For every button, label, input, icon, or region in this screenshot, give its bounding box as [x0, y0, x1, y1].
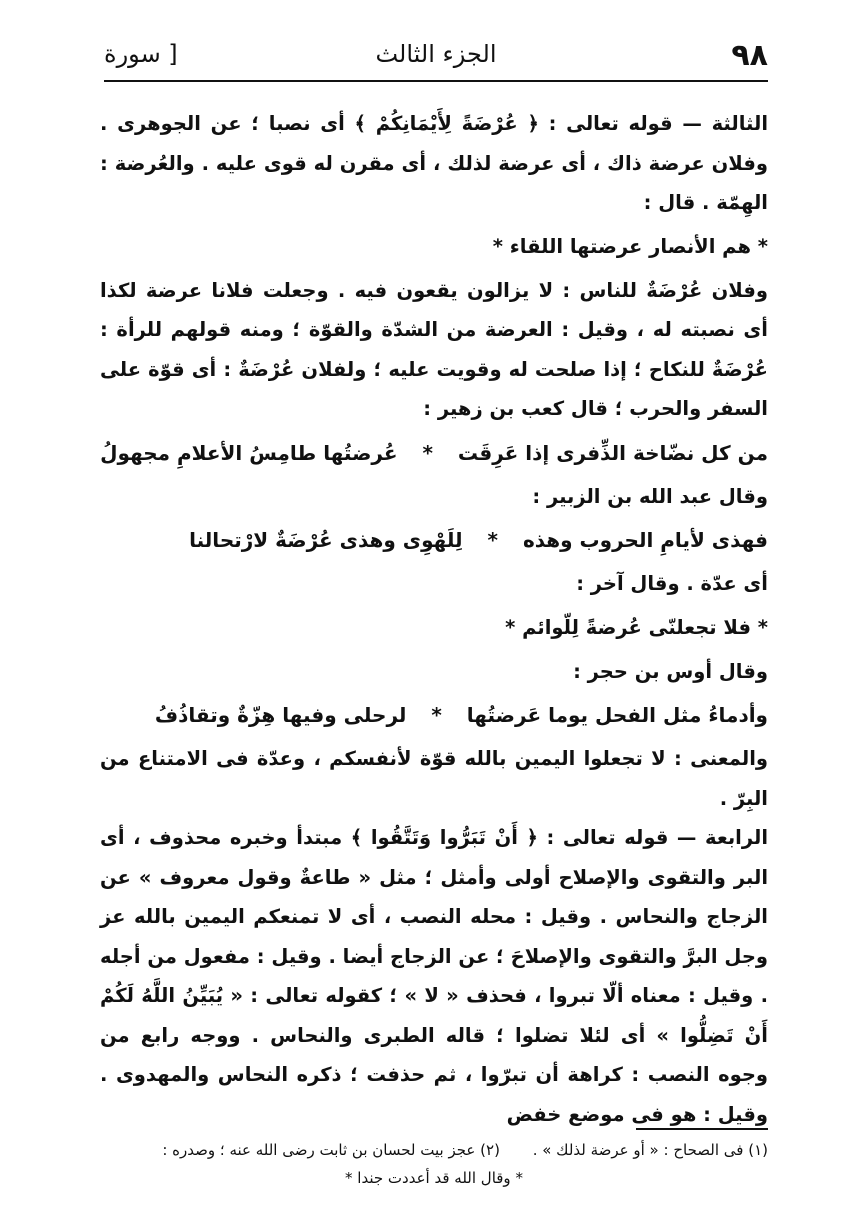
verse-ibn-zubair — [100, 516, 768, 564]
verse-first-hemistich: وأدماءُ مثل الفحل يوما عَرضتُها — [466, 703, 768, 727]
paragraph-another-poet: أى عدّة . وقال آخر : — [576, 572, 768, 595]
verse-second-hemistich: لرحلى وفيها هِزّةٌ وتقاذُفُ — [154, 703, 407, 727]
verse-kaab — [100, 429, 768, 477]
verse-hassan — [100, 223, 768, 271]
verse-text: هم الأنصار عرضتها اللقاء — [509, 234, 751, 258]
paragraph-ibn-zubair-intro: وقال عبد الله بن الزبير : — [532, 484, 768, 508]
page-number: ٩٨ — [731, 38, 768, 73]
footnote-1: (١) فى الصحاح : « أو عرضة لذلك » . — [532, 1141, 768, 1159]
verse-first-hemistich: فهذى لأيامِ الحروب وهذه — [522, 528, 768, 552]
verse-another — [100, 604, 768, 652]
footnote-divider — [636, 1128, 768, 1130]
verse-second-hemistich: عُرضتُها طامِسُ الأعلامِ مجهولُ — [100, 440, 398, 465]
surah-label: [ سورة — [104, 40, 178, 68]
verse-star: * — [757, 615, 768, 639]
verse-star: * — [431, 703, 442, 727]
paragraph-meaning: والمعنى : لا تجعلوا اليمين بالله قوّة لأنفسكم ، وعدّة فى الامتناع من البِرّ . — [100, 747, 768, 810]
verse-star: * — [487, 528, 498, 552]
verse-star: * — [757, 234, 768, 258]
paragraph-fourth-point: الرابعة — قوله تعالى : ﴿ أَنْ تَبَرُّوا وَتَتَّقُوا ﴾ مبتدأ وخبره محذوف ، أى البر والتقوى والإصلاح أولى وأمثل ؛ مثل « طاعةٌ وقول معروف » عن الزجاج والنحاس . وقيل : محله النصب ، أى لا تمنعكم اليمين بالله عز وجل البرَّ والتقوى والإصلاحَ ؛ عن الزجاج أيضا . وقيل : مفعول من أجله . وقيل : معناه ألّا تبروا ، فحذف « لا » ؛ كقوله تعالى : « يُبَيِّنُ اللَّهُ لَكُمْ أَنْ تَضِلُّوا » أى لئلا تضلوا ؛ قاله الطبرى والنحاس . ووجه رابع من وجوه النصب : كراهة أن تبرّوا ، ثم حذفت ؛ ذكره النحاس والمهدوى . وقيل : هو فى موضع خفض — [100, 826, 768, 1126]
verse-second-hemistich: لِلَهْوِى وهذى عُرْضَةٌ لارْتحالنا — [189, 528, 463, 552]
verse-aws — [100, 691, 768, 739]
header-divider — [104, 80, 768, 82]
verse-star: * — [492, 234, 503, 258]
paragraph-third-point: الثالثة — قوله تعالى : ﴿ عُرْضَةً لِأَيْمَانِكُمْ ﴾ أى نصبا ؛ عن الجوهرى . وفلان عرضة ذاك ، أى عرضة لذلك ، أى مقرن له قوى عليه . والعُرضة : الهِمّة . قال : — [100, 112, 768, 214]
footnote-2-verse: * وقال الله قد أعددت جندا * — [345, 1169, 523, 1187]
part-title: الجزء الثالث — [375, 40, 497, 68]
footnotes — [100, 1136, 768, 1192]
paragraph-urda-meanings: وفلان عُرْضَةٌ للناس : لا يزالون يقعون فيه . وجعلت فلانا عرضة لكذا أى نصبته له ، وقيل : العرضة من الشدّة والقوّة ؛ ومنه قولهم للرأة : عُرْضَةٌ للنكاح ؛ إذا صلحت له وقويت عليه ؛ ولفلان عُرْضَةٌ : أى قوّة على السفر والحرب ؛ قال كعب بن زهير : — [100, 278, 768, 420]
main-text — [100, 104, 768, 1134]
footnote-2: (٢) عجز بيت لحسان بن ثابت رضى الله عنه ؛ وصدره : — [162, 1141, 500, 1159]
verse-first-hemistich: من كل نضّاخة الذِّفرى إذا عَرِقَت — [457, 440, 768, 465]
running-header — [104, 38, 768, 74]
verse-text: فلا تجعلنّى عُرضةً لِلّوائم — [522, 615, 751, 639]
footnote-line — [100, 1136, 768, 1164]
paragraph-aws-intro: وقال أوس بن حجر : — [573, 659, 768, 683]
verse-star: * — [505, 615, 516, 639]
verse-star: * — [422, 440, 433, 465]
